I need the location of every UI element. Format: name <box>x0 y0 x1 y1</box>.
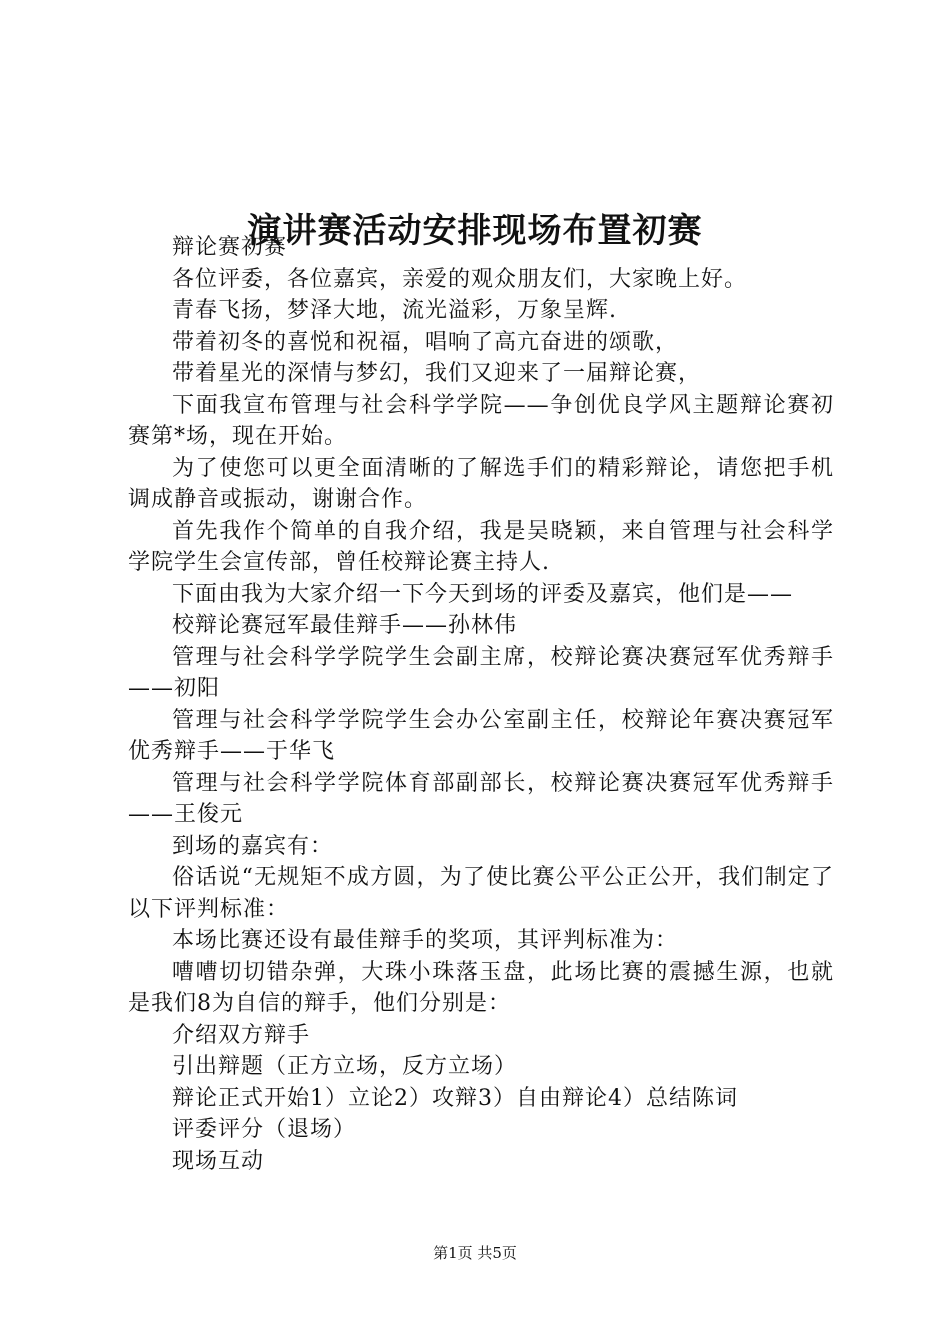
paragraph: 现场互动 <box>172 1148 265 1174</box>
paragraph: 管理与社会科学学院学生会副主席，校辩论赛决赛冠军优秀辩手——初阳 <box>128 644 834 701</box>
paragraph: 下面我宣布管理与社会科学学院——争创优良学风主题辩论赛初赛第*场，现在开始。 <box>128 392 834 449</box>
paragraph: 评委评分（退场） <box>172 1117 357 1142</box>
paragraph: 为了使您可以更全面清晰的了解选手们的精彩辩论，请您把手机调成静音或振动，谢谢合作。 <box>128 455 834 512</box>
paragraph: 带着初冬的喜悦和祝福，唱响了高亢奋进的颂歌， <box>172 329 679 355</box>
document-body <box>128 232 834 1177</box>
paragraph: 辩论正式开始1）立论2）攻辩3）自由辩论4）总结陈词 <box>172 1085 738 1111</box>
paragraph: 介绍双方辩手 <box>172 1022 311 1048</box>
page-number-footer: 第1页 共5页 <box>433 1244 517 1262</box>
paragraph: 俗话说“无规矩不成方圆，为了使比赛公平公正公开，我们制定了以下评判标准： <box>128 865 834 922</box>
paragraph: 首先我作个简单的自我介绍，我是吴晓颖，来自管理与社会科学学院学生会宣传部，曾任校辩论赛主持人. <box>128 518 834 575</box>
paragraph: 引出辩题（正方立场，反方立场） <box>172 1054 518 1079</box>
paragraph: 管理与社会科学学院学生会办公室副主任，校辩论年赛决赛冠军优秀辩手——于华飞 <box>128 707 834 764</box>
paragraph: 带着星光的深情与梦幻，我们又迎来了一届辩论赛， <box>172 361 702 386</box>
paragraph: 青春飞扬，梦泽大地，流光溢彩，万象呈辉. <box>172 298 617 323</box>
paragraph: 下面由我为大家介绍一下今天到场的评委及嘉宾，他们是—— <box>172 581 794 607</box>
paragraph: 校辩论赛冠军最佳辩手——孙林伟 <box>172 613 518 638</box>
paragraph: 辩论赛初赛 <box>172 235 288 260</box>
paragraph: 管理与社会科学学院体育部副部长，校辩论赛决赛冠军优秀辩手——王俊元 <box>128 770 834 827</box>
paragraph: 嘈嘈切切错杂弹，大珠小珠落玉盘，此场比赛的震撼生源，也就是我们8为自信的辩手，他们分别是： <box>128 959 834 1016</box>
paragraph: 各位评委，各位嘉宾，亲爱的观众朋友们，大家晚上好。 <box>172 266 748 292</box>
paragraph: 本场比赛还设有最佳辩手的奖项，其评判标准为： <box>172 928 679 953</box>
paragraph: 到场的嘉宾有： <box>172 833 334 859</box>
page-title: 演讲赛活动安排现场布置初赛 <box>247 210 703 251</box>
